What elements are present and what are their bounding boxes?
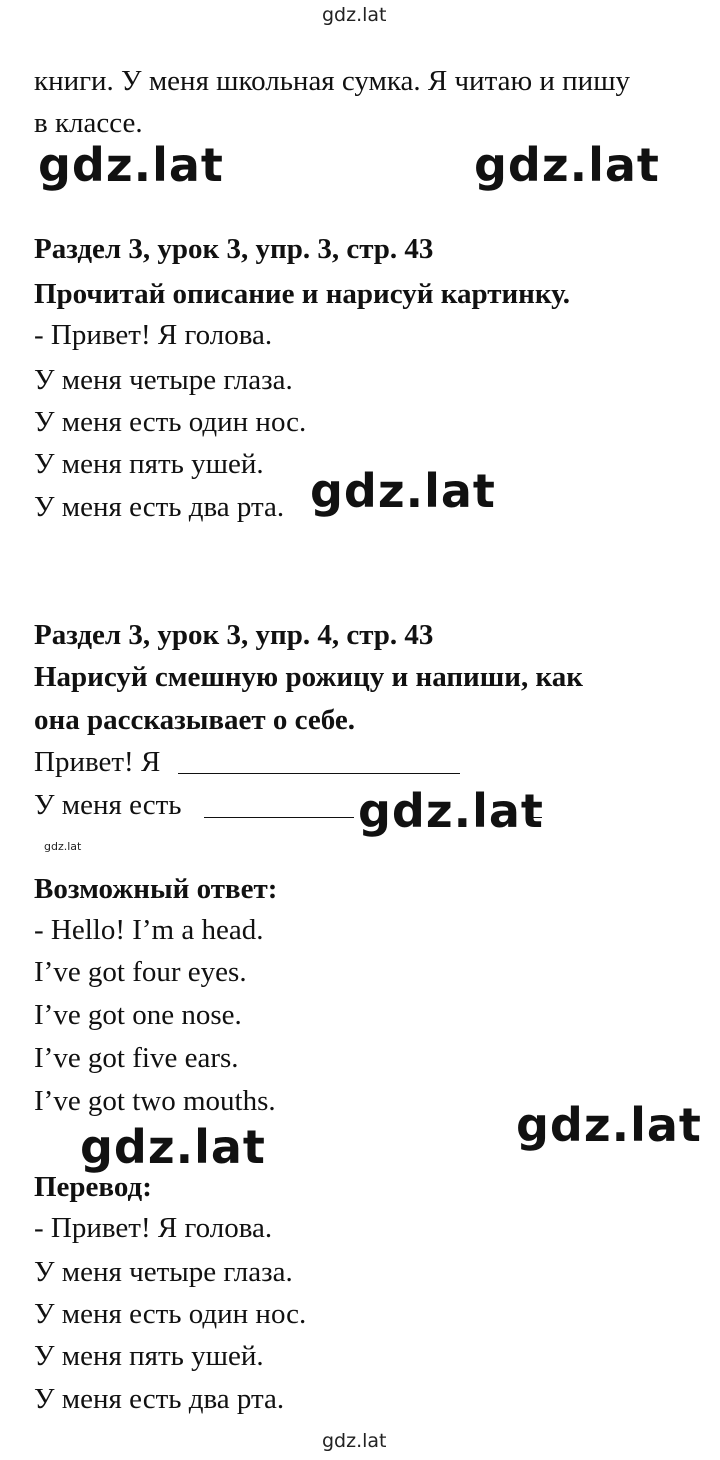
exercise-3-line-2: У меня четыре глаза. — [34, 364, 293, 396]
answer-line-2: I’ve got four eyes. — [34, 956, 247, 988]
exercise-3-line-3: У меня есть один нос. — [34, 406, 307, 438]
exercise-3-heading: Раздел 3, урок 3, упр. 3, стр. 43 — [34, 233, 434, 265]
exercise-3-line-1: - Привет! Я голова. — [34, 319, 273, 351]
exercise-4-task-line-2: она рассказывает о себе. — [34, 704, 356, 736]
fill-line-2-label: У меня есть — [34, 789, 182, 821]
translation-line-3: У меня есть один нос. — [34, 1298, 307, 1330]
fill-blank-2-end — [528, 817, 542, 818]
fill-blank-2 — [204, 817, 354, 818]
fill-blank-1 — [178, 773, 460, 774]
answer-heading: Возможный ответ: — [34, 873, 278, 905]
watermark-big-4: gdz.lat — [358, 784, 544, 838]
watermark-top: gdz.lat — [322, 4, 387, 26]
exercise-4-heading: Раздел 3, урок 3, упр. 4, стр. 43 — [34, 619, 434, 651]
watermark-big-1: gdz.lat — [38, 138, 224, 192]
watermark-big-3: gdz.lat — [310, 464, 496, 518]
answer-line-5: I’ve got two mouths. — [34, 1085, 276, 1117]
intro-line-1: книги. У меня школьная сумка. Я читаю и пишу — [34, 65, 631, 97]
exercise-3-task: Прочитай описание и нарисуй картинку. — [34, 278, 571, 310]
translation-line-5: У меня есть два рта. — [34, 1383, 285, 1415]
watermark-big-6: gdz.lat — [80, 1120, 266, 1174]
answer-line-4: I’ve got five ears. — [34, 1042, 239, 1074]
translation-line-2: У меня четыре глаза. — [34, 1256, 293, 1288]
exercise-3-line-5: У меня есть два рта. — [34, 491, 285, 523]
answer-line-3: I’ve got one nose. — [34, 999, 242, 1031]
translation-line-4: У меня пять ушей. — [34, 1340, 264, 1372]
fill-line-1-label: Привет! Я — [34, 746, 161, 778]
translation-line-1: - Привет! Я голова. — [34, 1212, 273, 1244]
exercise-4-task-line-1: Нарисуй смешную рожицу и напиши, как — [34, 661, 583, 693]
watermark-bottom: gdz.lat — [322, 1430, 387, 1452]
watermark-big-5: gdz.lat — [516, 1098, 702, 1152]
watermark-tiny: gdz.lat — [44, 840, 82, 853]
exercise-3-line-4: У меня пять ушей. — [34, 448, 264, 480]
intro-line-2: в классе. — [34, 107, 143, 139]
watermark-big-2: gdz.lat — [474, 138, 660, 192]
translation-heading: Перевод: — [34, 1171, 152, 1203]
answer-line-1: - Hello! I’m a head. — [34, 914, 264, 946]
